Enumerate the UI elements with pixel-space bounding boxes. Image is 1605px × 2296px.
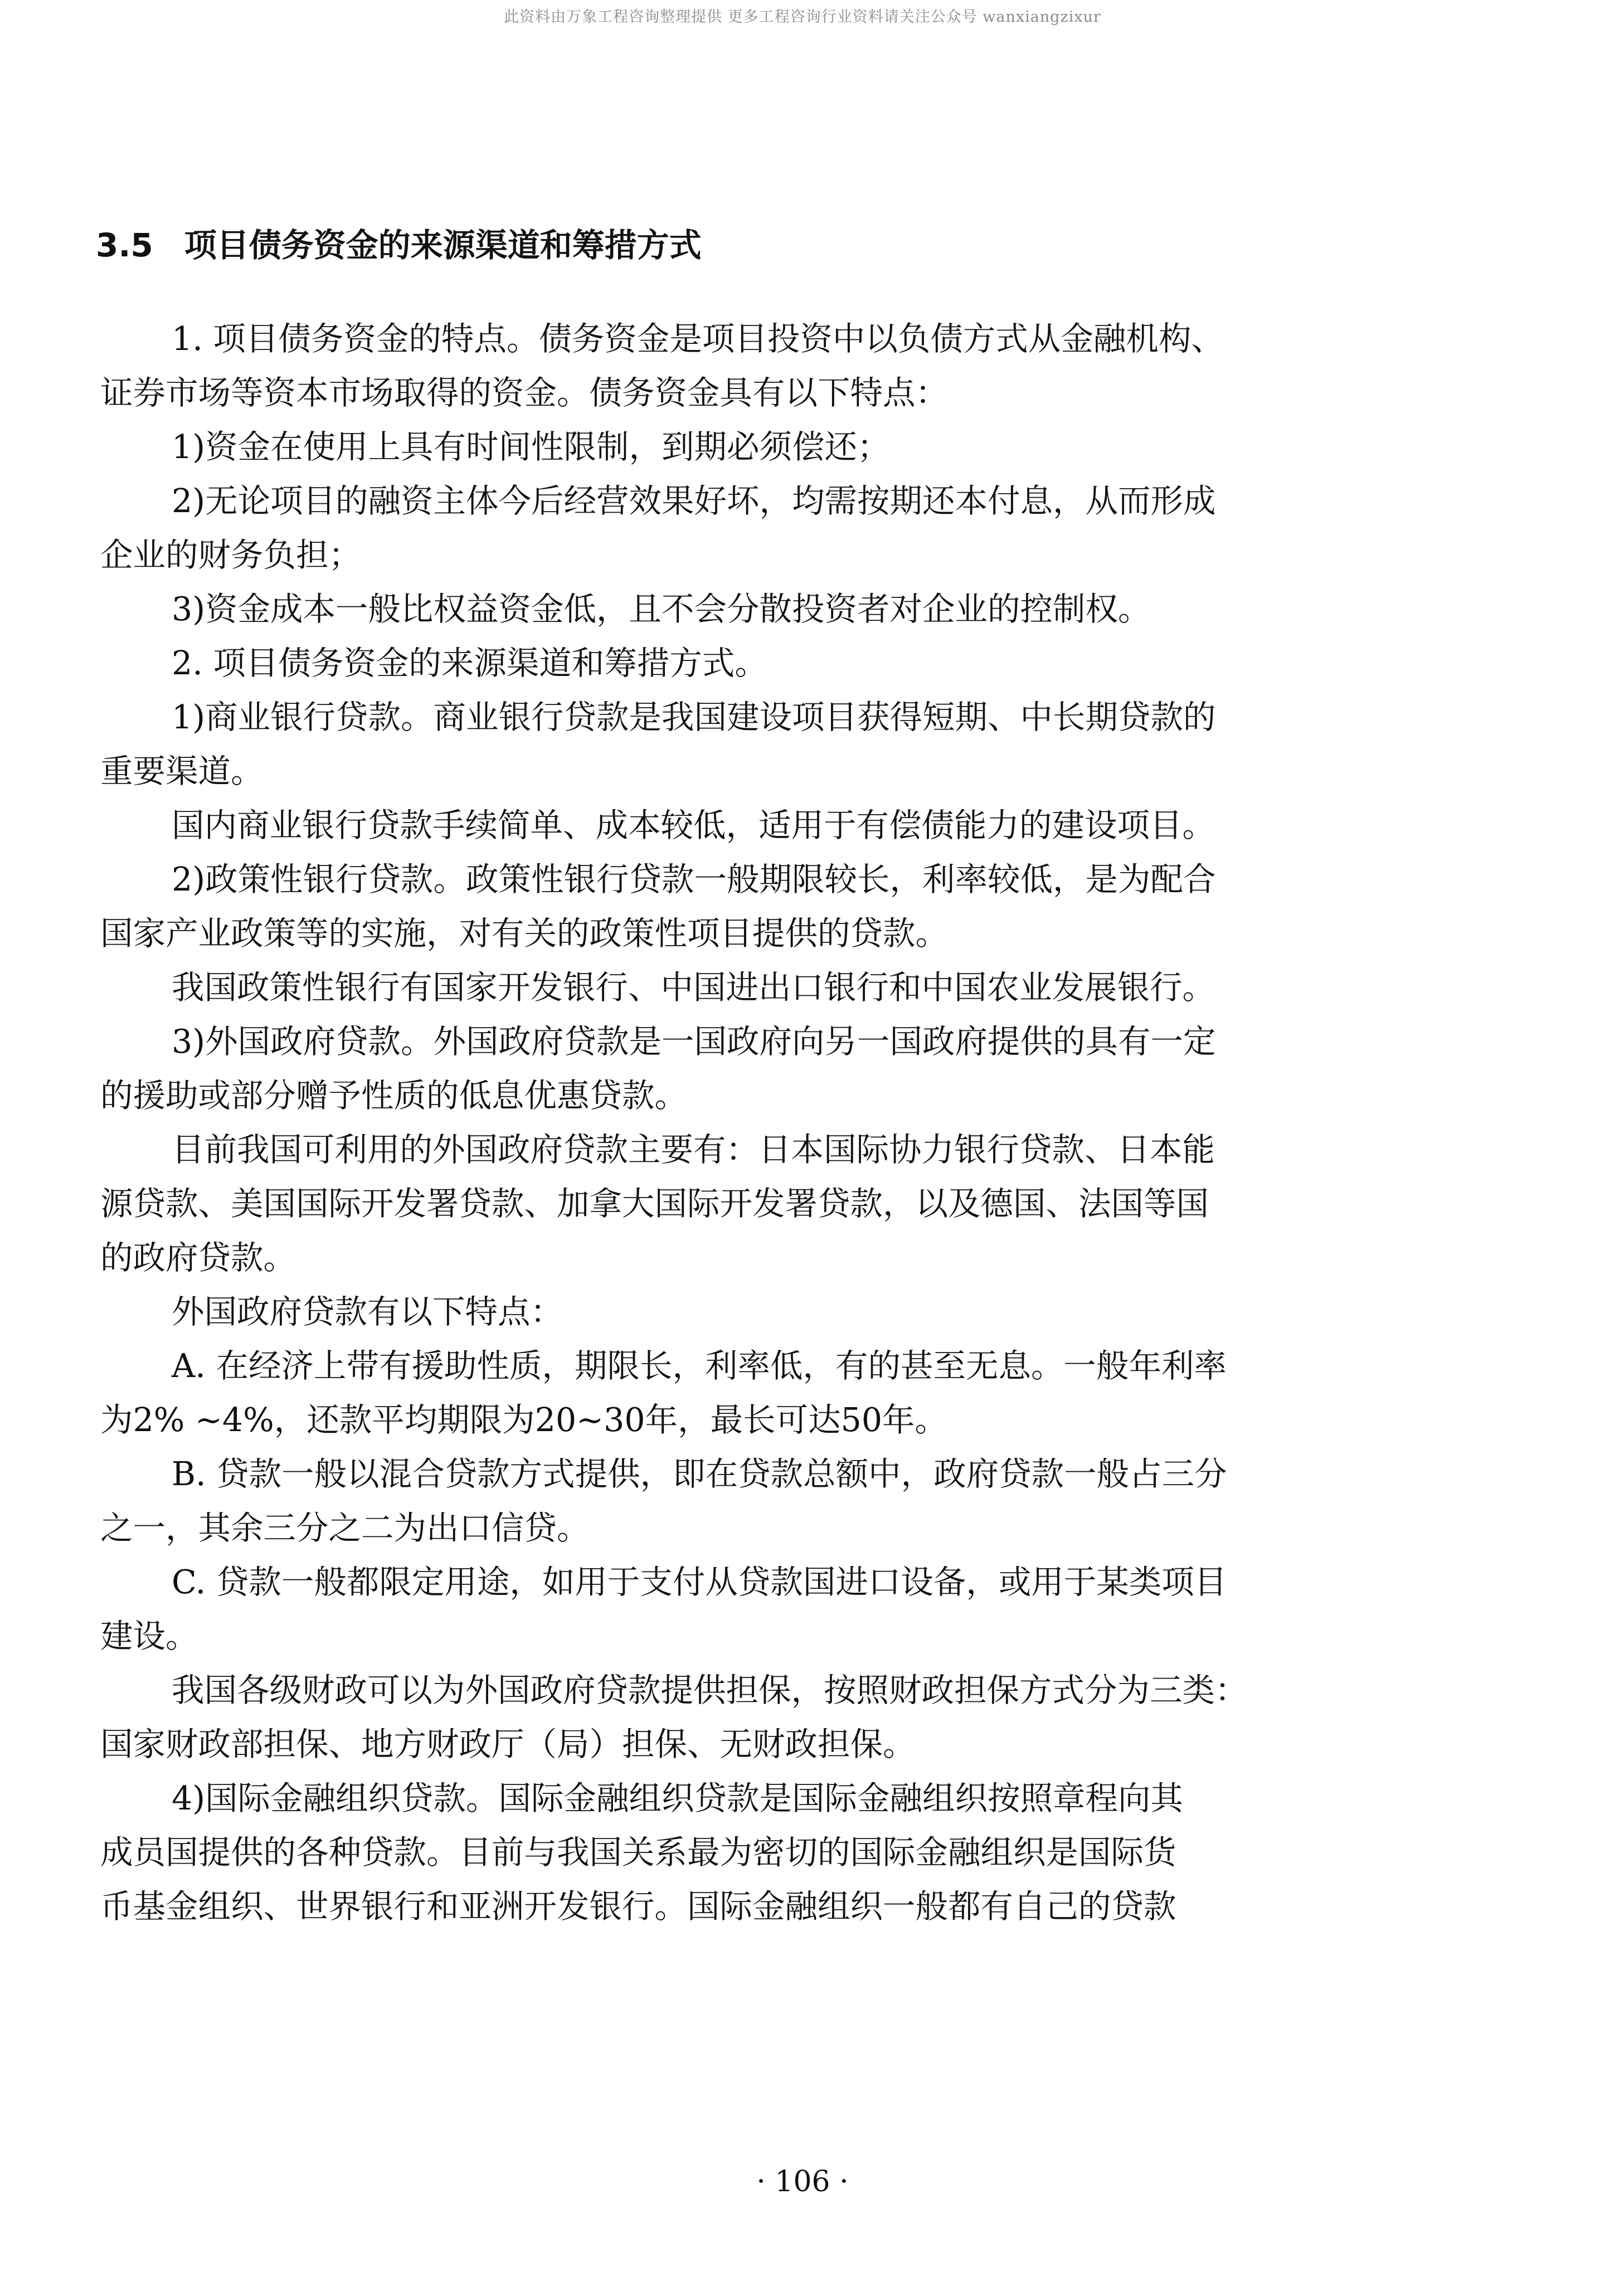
text-line: 重要渠道。 — [100, 752, 264, 790]
text-line: 建设。 — [100, 1617, 198, 1655]
text-line: 国家产业政策等的实施，对有关的政策性项目提供的贷款。 — [100, 914, 949, 952]
section-heading — [96, 220, 702, 270]
text-line: 4)国际金融组织贷款。国际金融组织贷款是国际金融组织按照章程向其 — [172, 1779, 1184, 1817]
text-line: 1. 项目债务资金的特点。债务资金是项目投资中以负债方式从金融机构、 — [172, 320, 1224, 358]
text-line: 币基金组织、世界银行和亚洲开发银行。国际金融组织一般都有自己的贷款 — [100, 1888, 1176, 1925]
text-line: 3)外国政府贷款。外国政府贷款是一国政府向另一国政府提供的具有一定 — [172, 1023, 1216, 1061]
text-line: 3)资金成本一般比权益资金低，且不会分散投资者对企业的控制权。 — [172, 590, 1151, 628]
text-line: 2. 项目债务资金的来源渠道和筹措方式。 — [172, 644, 767, 682]
text-line: 源贷款、美国国际开发署贷款、加拿大国际开发署贷款，以及德国、法国等国 — [100, 1185, 1209, 1223]
text-line: 我国政策性银行有国家开发银行、中国进出口银行和中国农业发展银行。 — [172, 969, 1215, 1006]
body-text — [100, 312, 1399, 1934]
page-number: · 106 · — [756, 2165, 849, 2198]
text-line: A. 在经济上带有援助性质，期限长，利率低，有的甚至无息。一般年利率 — [172, 1347, 1227, 1385]
section-number: 3.5 — [96, 226, 153, 264]
text-line: C. 贷款一般都限定用途，如用于支付从贷款国进口设备，或用于某类项目 — [172, 1563, 1227, 1601]
watermark-text: 此资料由万象工程咨询整理提供 更多工程咨询行业资料请关注公众号 wanxiangzixur — [504, 8, 1101, 26]
text-line: 2)政策性银行贷款。政策性银行贷款一般期限较长，利率较低，是为配合 — [172, 860, 1216, 898]
text-line: 的援助或部分赠予性质的低息优惠贷款。 — [100, 1077, 688, 1115]
text-line: 为2% ~4%，还款平均期限为20~30年，最长可达50年。 — [100, 1401, 948, 1439]
text-line: 证券市场等资本市场取得的资金。债务资金具有以下特点： — [100, 374, 949, 412]
text-line: 国内商业银行贷款手续简单、成本较低，适用于有偿债能力的建设项目。 — [172, 806, 1215, 844]
text-line: 企业的财务负担； — [100, 536, 362, 574]
text-line: 1)商业银行贷款。商业银行贷款是我国建设项目获得短期、中长期贷款的 — [172, 698, 1216, 736]
text-line: 目前我国可利用的外国政府贷款主要有：日本国际协力银行贷款、日本能 — [172, 1131, 1215, 1169]
section-title: 项目债务资金的来源渠道和筹措方式 — [184, 226, 702, 264]
text-line: 的政府贷款。 — [100, 1239, 296, 1277]
text-line: 成员国提供的各种贷款。目前与我国关系最为密切的国际金融组织是国际货 — [100, 1833, 1176, 1871]
text-line: B. 贷款一般以混合贷款方式提供，即在贷款总额中，政府贷款一般占三分 — [172, 1455, 1227, 1493]
text-line: 1)资金在使用上具有时间性限制，到期必须偿还； — [172, 428, 890, 466]
text-line: 外国政府贷款有以下特点： — [172, 1293, 563, 1331]
text-line: 之一，其余三分之二为出口信贷。 — [100, 1509, 590, 1547]
text-line: 国家财政部担保、地方财政厅（局）担保、无财政担保。 — [100, 1725, 916, 1763]
text-line: 2)无论项目的融资主体今后经营效果好坏，均需按期还本付息，从而形成 — [172, 482, 1216, 520]
text-line: 我国各级财政可以为外国政府贷款提供担保，按照财政担保方式分为三类： — [172, 1671, 1248, 1709]
